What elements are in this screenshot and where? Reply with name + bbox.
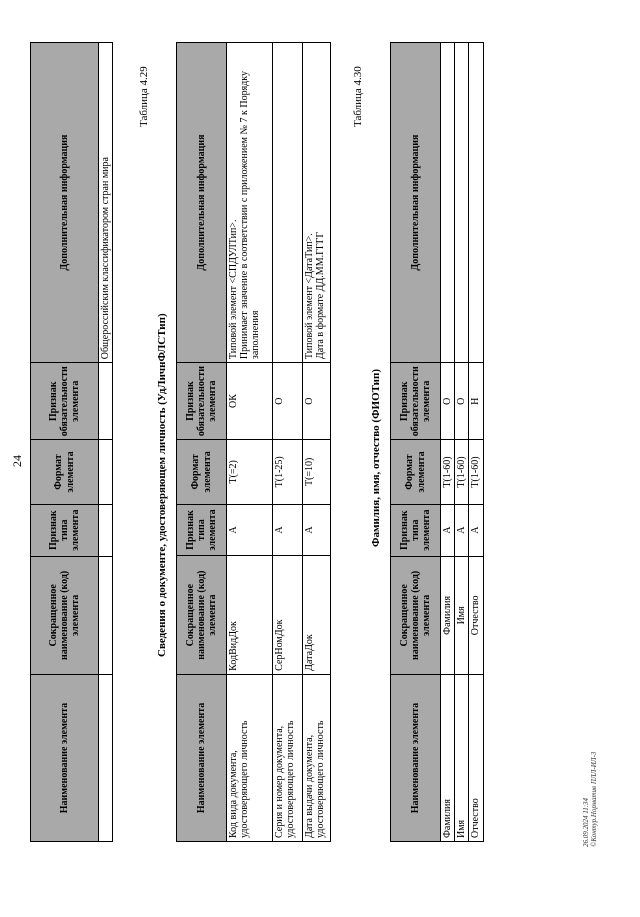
- header-cell: Сокращенное наименование (код) элемента: [391, 556, 441, 674]
- cell-info: [273, 43, 303, 363]
- cell-name: Фамилия: [441, 675, 455, 842]
- top-table-header: [31, 43, 99, 842]
- table-label-430: Таблица 4.30: [352, 66, 364, 127]
- table-caption-430: Фамилия, имя, отчество (ФИОТип): [370, 368, 382, 547]
- header-cell: Наименование элемента: [31, 675, 99, 842]
- cell-req: О: [303, 363, 331, 440]
- table-4-29: [176, 42, 331, 842]
- cell-type: А: [273, 504, 303, 556]
- table-header: [177, 43, 227, 842]
- cell: [99, 363, 113, 440]
- cell-info: [441, 43, 455, 363]
- table-row: [99, 43, 113, 842]
- cell-code: Имя: [455, 556, 469, 674]
- cell-format: T(1-60): [441, 440, 455, 504]
- header-cell: Признак типа элемента: [177, 504, 227, 556]
- cell-format: T(=10): [303, 440, 331, 504]
- cell-info: [303, 43, 331, 363]
- cell: Общероссийским классификатором стран мира: [99, 43, 113, 363]
- cell-type: А: [303, 504, 331, 556]
- cell-format: T(1-60): [469, 440, 483, 504]
- page-number: 24: [10, 455, 24, 467]
- info-line: Типовой элемент <ДатаТип>.: [304, 233, 315, 360]
- header-cell: Дополнительная информация: [177, 43, 227, 363]
- table-row: [227, 43, 273, 842]
- info-line: Принимает значение в соответствии с приложением № 7 к Порядку заполнения: [239, 71, 262, 360]
- table-4-30: [390, 42, 484, 842]
- table-row: [441, 43, 455, 842]
- table-label-429: Таблица 4.29: [138, 66, 150, 127]
- cell-name: Отчество: [469, 675, 483, 842]
- info-line: Дата в формате ДД.ММ.ГГГГ: [315, 231, 327, 360]
- stamp-source: ©Контур.Норматив ПЛЛ-ИЛ-3: [590, 751, 599, 847]
- cell-format: T(1-25): [273, 440, 303, 504]
- header-cell: Наименование элемента: [177, 674, 227, 841]
- cell-req: О: [455, 363, 469, 440]
- table-row: [303, 43, 331, 842]
- header-cell: Признак типа элемента: [31, 504, 99, 556]
- stamp-date: 26.09.2024 11:34: [582, 797, 590, 847]
- table-row: [455, 43, 469, 842]
- cell-name: Код вида документа, удостоверяющего личность: [227, 674, 273, 841]
- footer-stamp: [582, 752, 598, 847]
- cell-name: Серия и номер документа, удостоверяющего личность: [273, 674, 303, 841]
- cell-type: А: [469, 504, 483, 556]
- header-cell: Наименование элемента: [391, 675, 441, 842]
- table-row: [273, 43, 303, 842]
- cell-type: А: [227, 504, 273, 556]
- header-cell: Сокращенное наименование (код) элемента: [177, 556, 227, 674]
- table-row: [469, 43, 483, 842]
- cell-code: ДатаДок: [303, 556, 331, 674]
- cell-format: T(1-60): [455, 440, 469, 504]
- cell-info: [455, 43, 469, 363]
- top-table: [30, 42, 113, 842]
- cell-info: [469, 43, 483, 363]
- cell: [99, 556, 113, 674]
- header-cell: Признак обязательности элемента: [391, 363, 441, 440]
- cell-code: Отчество: [469, 556, 483, 674]
- cell-code: СерНомДок: [273, 556, 303, 674]
- header-cell: Дополнительная информация: [391, 43, 441, 363]
- cell-code: Фамилия: [441, 556, 455, 674]
- header-cell: Признак типа элемента: [391, 504, 441, 556]
- cell-req: О: [273, 363, 303, 440]
- header-cell: Сокращенное наименование (код) элемента: [31, 556, 99, 674]
- cell: [99, 440, 113, 504]
- table-header: [391, 43, 441, 842]
- header-cell: Признак обязательности элемента: [177, 363, 227, 440]
- info-line: Типовой элемент <СПДУЛТип>.: [228, 219, 239, 360]
- cell-req: О: [441, 363, 455, 440]
- cell: [99, 675, 113, 842]
- header-cell: Признак обязательности элемента: [31, 363, 99, 440]
- cell-format: T(=2): [227, 440, 273, 504]
- cell-req: Н: [469, 363, 483, 440]
- cell-type: А: [441, 504, 455, 556]
- cell: [99, 504, 113, 556]
- header-cell: Формат элемента: [391, 440, 441, 504]
- cell-req: ОК: [227, 363, 273, 440]
- cell-info: [227, 43, 273, 363]
- cell-code: КодВидДок: [227, 556, 273, 674]
- cell-name: Имя: [455, 675, 469, 842]
- table-caption-429: Сведения о документе, удостоверяющем личность (УдЛичнФЛСТип): [156, 313, 168, 657]
- cell-name: Дата выдачи документа, удостоверяющего личность: [303, 674, 331, 841]
- header-cell: Формат элемента: [177, 440, 227, 504]
- cell-type: А: [455, 504, 469, 556]
- header-cell: Формат элемента: [31, 440, 99, 504]
- header-cell: Дополнительная информация: [31, 43, 99, 363]
